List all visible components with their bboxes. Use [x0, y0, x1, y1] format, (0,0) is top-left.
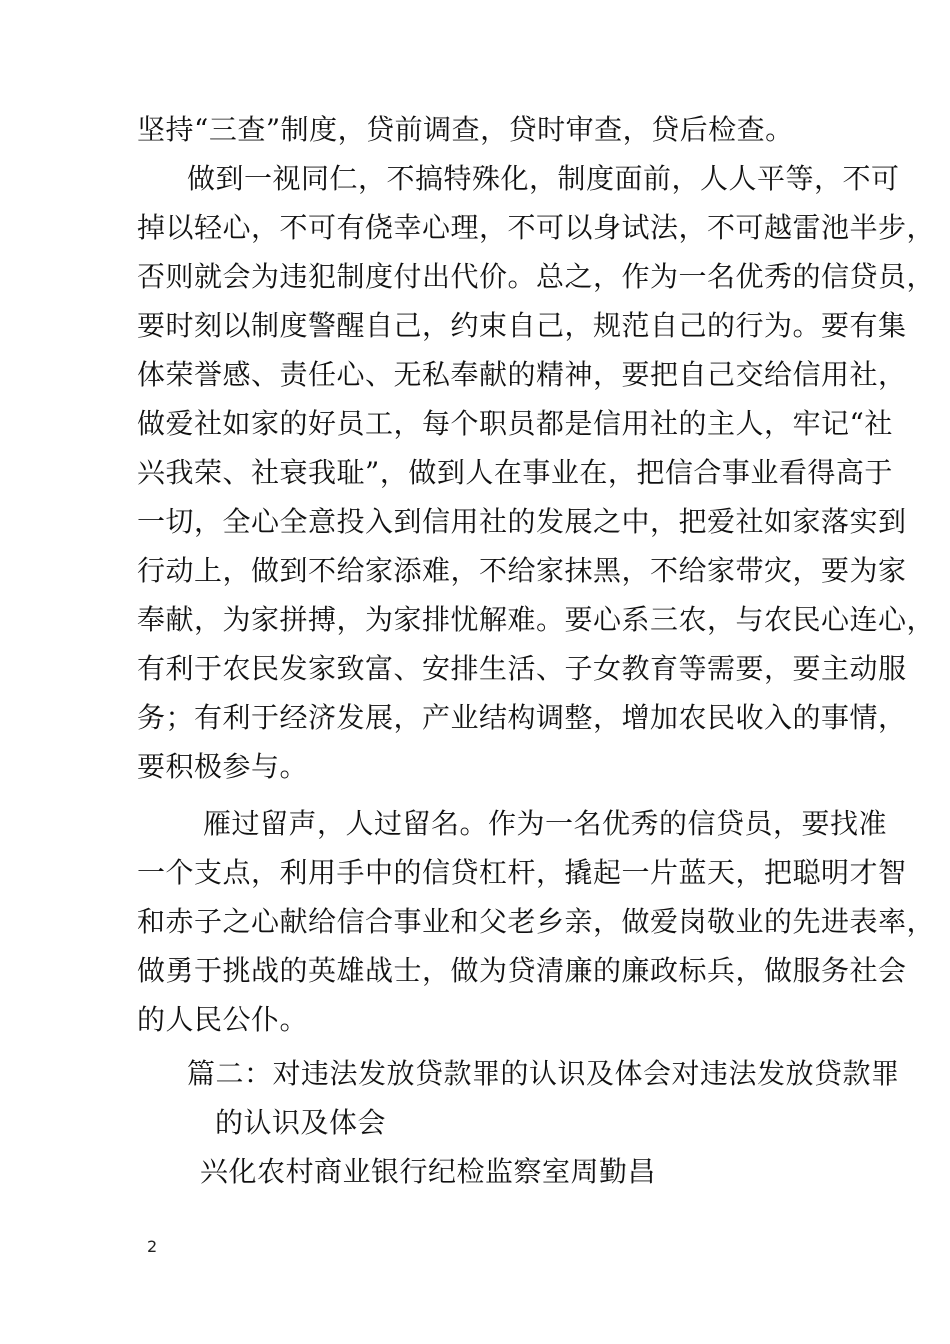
- author-line: 兴化农村商业银行纪检监察室周勤昌: [200, 1155, 657, 1188]
- text-line: 行动上，做到不给家添难，不给家抹黑，不给家带灾，要为家: [137, 554, 907, 587]
- text-line: 务；有利于经济发展，产业结构调整，增加农民收入的事情，: [137, 701, 907, 734]
- text-line: 和赤子之心献给信合事业和父老乡亲，做爱岗敬业的先进表率，: [137, 905, 936, 938]
- text-line: 的人民公仆。: [137, 1003, 309, 1036]
- text-line: 坚持“三查”制度，贷前调查，贷时审查，贷后检查。: [137, 113, 794, 146]
- text-line: 有利于农民发家致富、安排生活、子女教育等需要，要主动服: [137, 652, 907, 685]
- page-number: 2: [147, 1237, 158, 1256]
- text-line: 一个支点，利用手中的信贷杠杆，撬起一片蓝天，把聪明才智: [137, 856, 907, 889]
- section-heading: 篇二：对违法发放贷款罪的认识及体会对违法发放贷款罪: [187, 1057, 900, 1090]
- text-line: 雁过留声，人过留名。作为一名优秀的信贷员，要找准: [203, 807, 888, 840]
- text-line: 一切，全心全意投入到信用社的发展之中，把爱社如家落实到: [137, 505, 907, 538]
- text-line: 掉以轻心，不可有侥幸心理，不可以身试法，不可越雷池半步，: [137, 211, 936, 244]
- text-line: 兴我荣、社衰我耻”，做到人在事业在，把信合事业看得高于: [137, 456, 893, 489]
- text-line: 奉献，为家拼搏，为家排忧解难。要心系三农，与农民心连心，: [137, 603, 936, 636]
- text-line: 体荣誉感、责任心、无私奉献的精神，要把自己交给信用社，: [137, 358, 907, 391]
- text-line: 否则就会为违犯制度付出代价。总之，作为一名优秀的信贷员，: [137, 260, 936, 293]
- text-line: 做勇于挑战的英雄战士，做为贷清廉的廉政标兵，做服务社会: [137, 954, 907, 987]
- text-line: 要积极参与。: [137, 750, 309, 783]
- text-line: 做到一视同仁，不搞特殊化，制度面前，人人平等，不可: [187, 162, 900, 195]
- text-line: 要时刻以制度警醒自己，约束自己，规范自己的行为。要有集: [137, 309, 907, 342]
- section-heading-continuation: 的认识及体会: [215, 1106, 387, 1139]
- text-line: 做爱社如家的好员工，每个职员都是信用社的主人，牢记“社: [137, 407, 893, 440]
